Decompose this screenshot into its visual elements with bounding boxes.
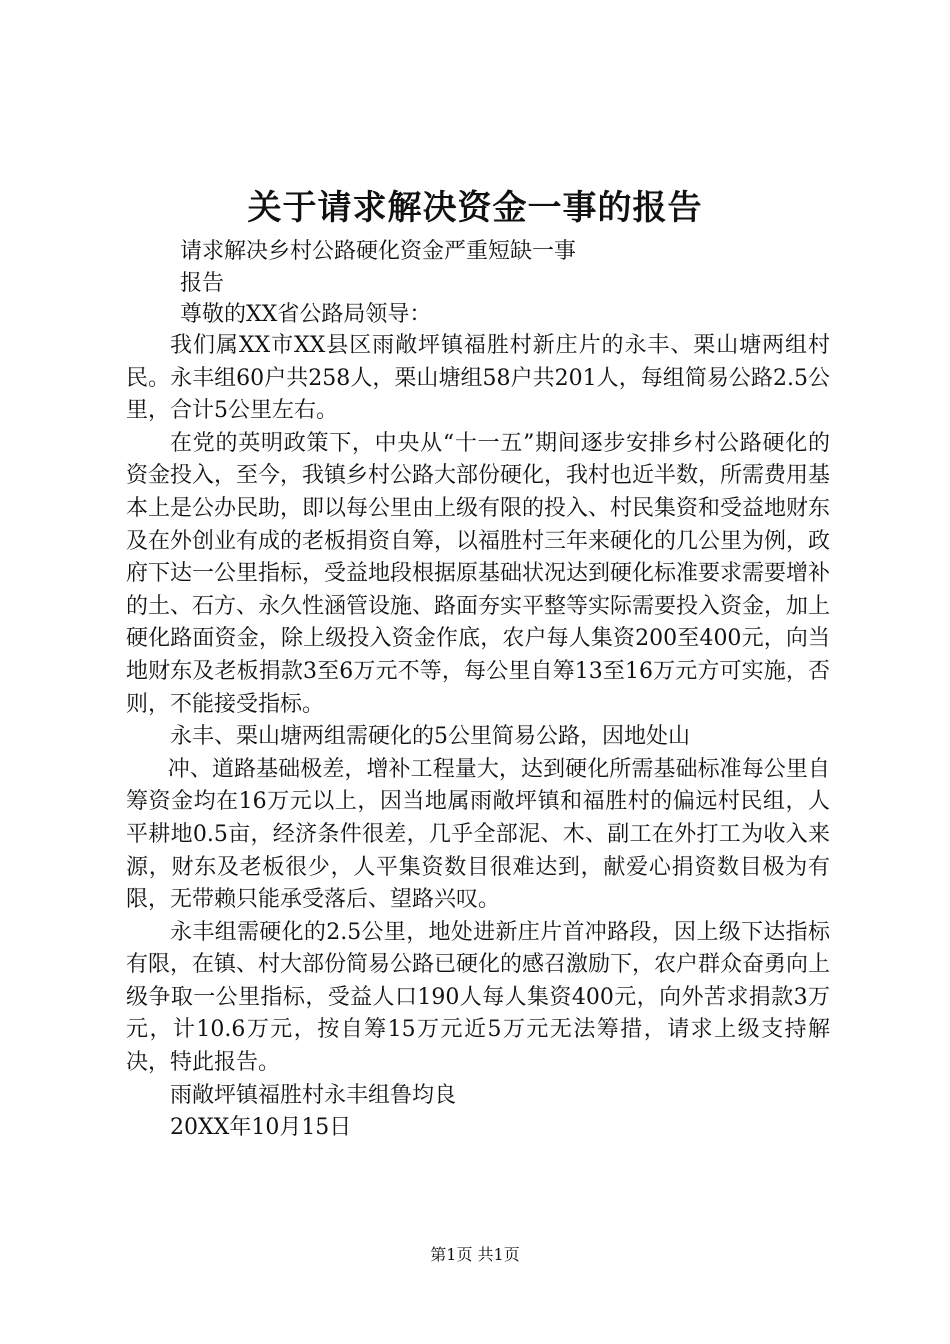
page-footer: 第1页 共1页 [430,1245,520,1264]
paragraph-1: 我们属XX市XX县区雨敞坪镇福胜村新庄片的永丰、栗山塘两组村民。永丰组60户共258人，栗山塘组58户共201人，每组简易公路2.5公里，合计5公里左右。 [126,333,830,424]
subject-line-2: 报告 [180,271,225,296]
paragraph-4: 永丰组需硬化的2.5公里，地处进新庄片首冲路段，因上级下达指标有限，在镇、村大部份简易公路已硬化的感召激励下，农户群众奋勇向上级争取一公里指标，受益人口190人每人集资400元，向外苦求捐款3万元，计10.6万元，按自筹15万元近5万元无法筹措，请求上级支持解决，特此报告。 [126,919,831,1076]
paragraph-2: 在党的英明政策下，中央从“十一五”期间逐步安排乡村公路硬化的资金投入，至今，我镇乡村公路大部份硬化，我村也近半数，所需费用基本上是公办民助，即以每公里由上级有限的投入、村民集资和受益地财东及在外创业有成的老板捐资自筹，以福胜村三年来硬化的几公里为例，政府下达一公里指标，受益地段根据原基础状况达到硬化标准要求需要增补的土、石方、永久性涵管设施、路面夯实平整等实际需要投入资金，加上硬化路面资金，除上级投入资金作底，农户每人集资200至400元，向当地财东及老板捐款3至6万元不等，每公里自筹13至16万元方可实施，否则，不能接受指标。 [126,430,831,717]
document-title: 关于请求解决资金一事的报告 [247,188,703,228]
paragraph-3-first-line: 永丰、栗山塘两组需硬化的5公里简易公路，因地处山 [170,724,690,750]
signature: 雨敞坪镇福胜村永丰组鲁均良 [170,1082,457,1108]
salutation: 尊敬的XX省公路局领导： [180,302,432,327]
paragraph-3-continuation: 冲、道路基础极差，增补工程量大，达到硬化所需基础标准每公里自筹资金均在16万元以上，因当地属雨敞坪镇和福胜村的偏远村民组，人平耕地0.5亩，经济条件很差，几乎全部泥、木、副工在外打工为收入来源，财东及老板很少，人平集资数目很难达到，献爱心捐资数目极为有限，无带赖只能承受落后、望路兴叹。 [126,756,830,913]
subject-line-1: 请求解决乡村公路硬化资金严重短缺一事 [180,239,577,264]
date: 20XX年10月15日 [170,1115,352,1141]
document-body [126,330,830,1145]
